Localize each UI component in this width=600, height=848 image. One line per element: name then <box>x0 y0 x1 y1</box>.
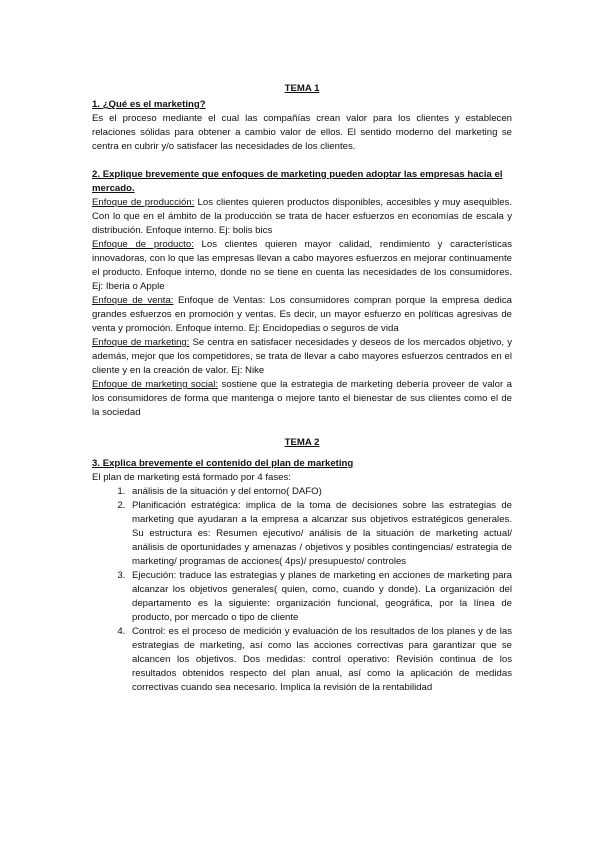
plan-intro: El plan de marketing está formado por 4 fases: <box>92 472 291 483</box>
question-3-text: Explica brevemente el contenido del plan de marketing <box>102 458 354 469</box>
enfoque-marketing <box>92 336 512 378</box>
list-item: 4. Control: es el proceso de medición y evaluación de los resultados de los planes y de las estrategias de marketing, así como las acciones correctivas para garantizar que se alcancen los objetivos. Dos medidas: control operativo: Revisión continua de los resultados obtenidos respecto del plan anual, así como la aplicación de medidas correctivas cuando sea necesario. Implica la revisión de la rentabilidad <box>128 625 512 695</box>
question-2-text: Explique brevemente que enfoques de marketing pueden adoptar las empresas hacia el mercado. <box>92 169 503 194</box>
question-2 <box>92 168 512 196</box>
enfoque-producto <box>92 238 512 294</box>
list-item: 2. Planificación estratégica: implica de la toma de decisiones sobre las estrategias de marketing que ayudaran a la empresa a alcanzar sus objetivos estratégicos generales. Su estructura es: Resumen ejecutivo/ análisis de la situación de marketing actual/ análisis de oportunidades y amenazas / objetivos y posibles contingencias/ estrategia de marketing/ programas de acciones( 4ps)/ presupuesto/ controles <box>128 499 512 569</box>
enfoque-text: Se centra en satisfacer necesidades y deseos de los mercados objetivo, y además, mejor que los competidores, se trata de llevar a cabo mayores esfuerzos centrados en el cliente y en la creación de valor. Ej: Nike <box>92 337 512 376</box>
enfoque-venta <box>92 294 512 336</box>
enfoque-label: Enfoque de producto: <box>92 239 194 250</box>
answer-1: Es el proceso mediante el cual las compañías crean valor para los clientes y establecen relaciones sólidas para obtener a cambio valor de ellos. El sentido moderno del marketing se centra en cubrir y/o satisfacer las necesidades de los clientes. <box>92 113 512 152</box>
enfoque-label: Enfoque de marketing: <box>92 337 190 348</box>
tema1-title: TEMA 1 <box>284 83 320 94</box>
question-1-number: 1. <box>92 99 101 110</box>
fases-list <box>92 485 512 695</box>
enfoque-label: Enfoque de marketing social: <box>92 379 219 390</box>
list-item: 1. análisis de la situación y del entorno( DAFO) <box>128 485 512 499</box>
list-item: 3. Ejecución: traduce las estrategias y planes de marketing en acciones de marketing para alcanzar los objetivos generales( quien, como, cuando y donde). La organización del departamento es la siguiente: organización funcional, geográfica, por la línea de producto, por mercado o tipo de cliente <box>128 569 512 625</box>
question-3 <box>92 457 512 471</box>
question-1 <box>92 98 512 112</box>
enfoque-text: Los clientes quieren mayor calidad, rendimiento y características innovadoras, con lo que las empresas llevan a cabo mayores esfuerzos en mejorar continuamente el producto. Enfoque interno, donde no se tiene en cuenta las necesidades de los consumidores. Ej: Iberia o Apple <box>92 239 512 292</box>
enfoque-marketing-social <box>92 378 512 420</box>
question-2-number: 2. <box>92 169 101 180</box>
enfoque-text: sostiene que la estrategia de marketing debería proveer de valor a los consumidores de forma que mantenga o mejore tanto el bienestar de sus clientes como el de la sociedad <box>92 379 512 418</box>
enfoque-produccion <box>92 196 512 238</box>
enfoque-text: Los clientes quieren productos disponibles, accesibles y muy asequibles. Con lo que en el ámbito de la producción se trata de hacer esfuerzos en economías de escala y distribución. Enfoque interno. Ej: bolis bics <box>92 197 513 236</box>
enfoque-text: Enfoque de Ventas: Los consumidores compran porque la empresa dedica grandes esfuerzos en promoción y ventas. Es decir, un mayor esfuerzo en políticas agresivas de venta y promoción. Enfoque interno. Ej: Encidopedias o seguros de vida <box>92 295 512 334</box>
question-1-text: ¿Qué es el marketing? <box>102 99 206 110</box>
enfoque-label: Enfoque de producción: <box>92 197 195 208</box>
question-3-number: 3. <box>92 458 101 469</box>
enfoque-label: Enfoque de venta: <box>92 295 174 306</box>
tema2-title: TEMA 2 <box>284 437 320 448</box>
